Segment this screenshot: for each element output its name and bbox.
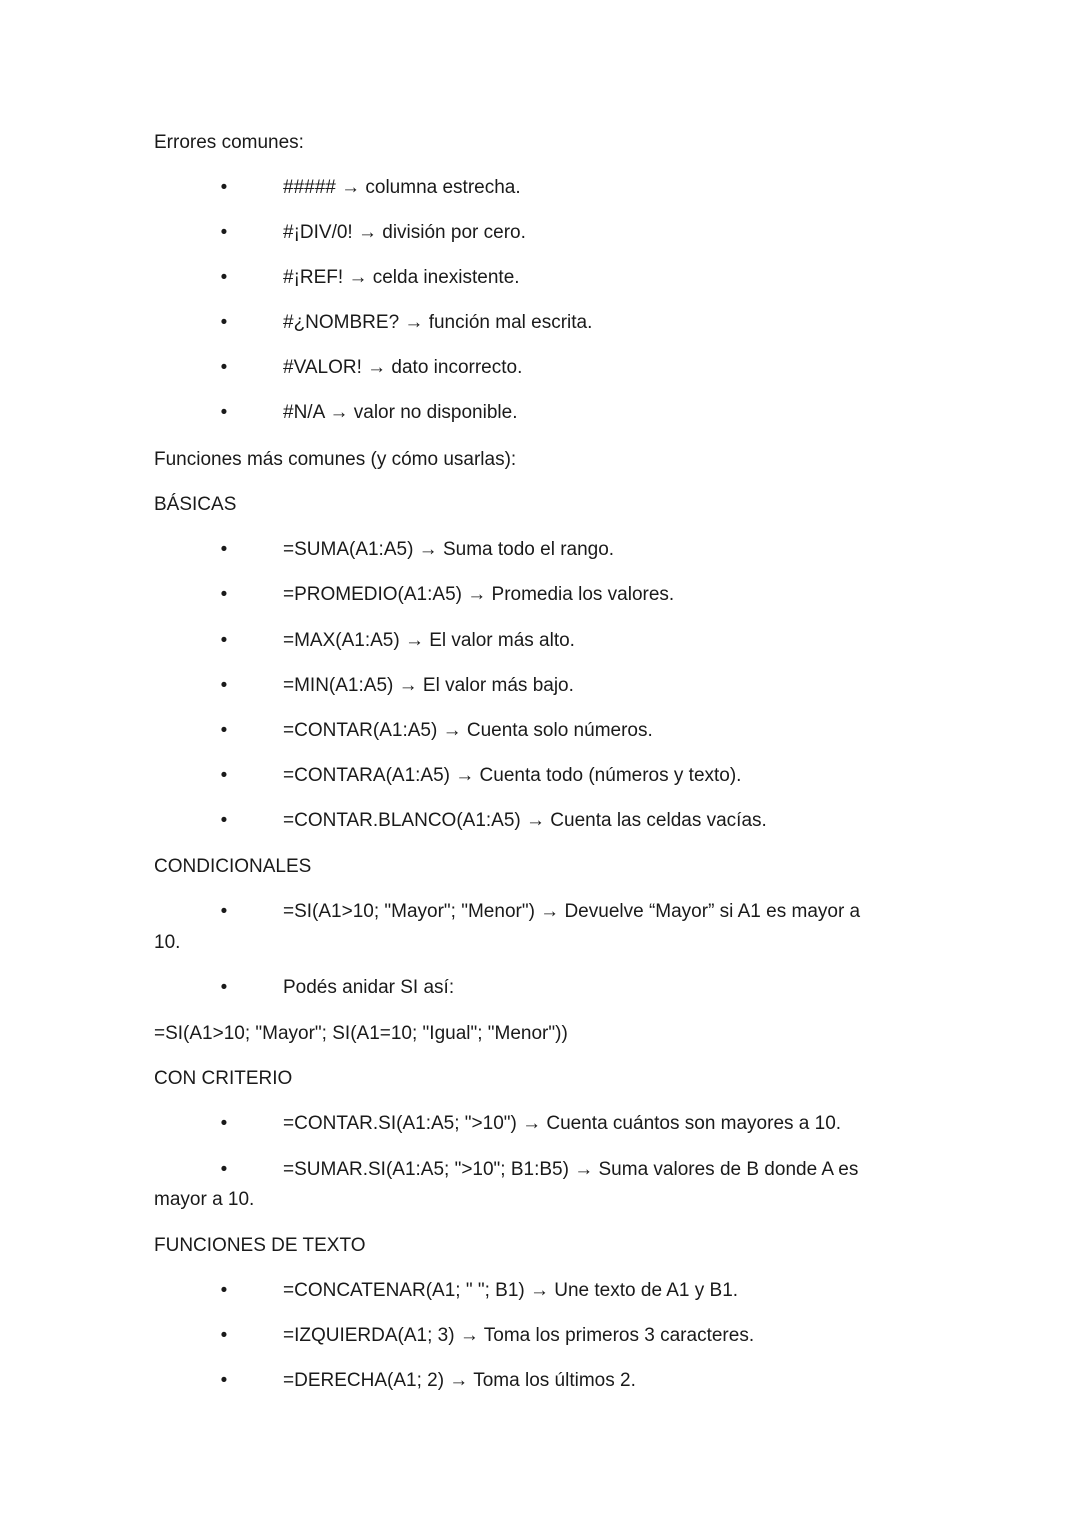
- function-item-text: =SUMA(A1:A5) → Suma todo el rango.: [283, 539, 615, 560]
- bullet-icon: •: [220, 810, 228, 831]
- function-item-text: =PROMEDIO(A1:A5) → Promedia los valores.: [283, 584, 675, 605]
- bullet-icon: •: [220, 267, 228, 288]
- bullet-icon: •: [220, 1280, 228, 1301]
- bullet-icon: •: [220, 1113, 228, 1134]
- bullet-icon: •: [220, 720, 228, 741]
- errores-heading: Errores comunes:: [154, 132, 304, 153]
- function-item-text: =MIN(A1:A5) → El valor más bajo.: [283, 675, 574, 696]
- bullet-icon: •: [220, 901, 228, 922]
- function-item-text: =CONTARA(A1:A5) → Cuenta todo (números y texto).: [283, 765, 742, 786]
- error-item-text: #VALOR! → dato incorrecto.: [283, 357, 523, 378]
- error-item-text: #N/A → valor no disponible.: [283, 402, 518, 423]
- bullet-icon: •: [220, 539, 228, 560]
- bullet-icon: •: [220, 312, 228, 333]
- function-item-text: =SI(A1>10; "Mayor"; "Menor") → Devuelve “Mayor” si A1 es mayor a: [283, 901, 861, 922]
- bullet-icon: •: [220, 177, 228, 198]
- bullet-icon: •: [220, 357, 228, 378]
- wrapped-line: mayor a 10.: [154, 1189, 255, 1210]
- nested-formula: =SI(A1>10; "Mayor"; SI(A1=10; "Igual"; "Menor")): [154, 1023, 568, 1044]
- basicas-heading: BÁSICAS: [154, 494, 237, 515]
- function-item-text: =CONTAR(A1:A5) → Cuenta solo números.: [283, 720, 653, 741]
- function-item-text: Podés anidar SI así:: [283, 977, 455, 998]
- error-item-text: #¡REF! → celda inexistente.: [283, 267, 520, 288]
- bullet-icon: •: [220, 222, 228, 243]
- con-criterio-heading: CON CRITERIO: [154, 1068, 293, 1089]
- function-item-text: =MAX(A1:A5) → El valor más alto.: [283, 630, 575, 651]
- function-item-text: =IZQUIERDA(A1; 3) → Toma los primeros 3 caracteres.: [283, 1325, 755, 1346]
- function-item-text: =CONTAR.BLANCO(A1:A5) → Cuenta las celdas vacías.: [283, 810, 767, 831]
- bullet-icon: •: [220, 675, 228, 696]
- wrapped-line: 10.: [154, 932, 181, 953]
- bullet-icon: •: [220, 765, 228, 786]
- function-item-text: =DERECHA(A1; 2) → Toma los últimos 2.: [283, 1370, 636, 1391]
- bullet-icon: •: [220, 402, 228, 423]
- bullet-icon: •: [220, 630, 228, 651]
- bullet-icon: •: [220, 1370, 228, 1391]
- bullet-icon: •: [220, 584, 228, 605]
- bullet-icon: •: [220, 977, 228, 998]
- bullet-icon: •: [220, 1159, 228, 1180]
- condicionales-heading: CONDICIONALES: [154, 856, 312, 877]
- bullet-icon: •: [220, 1325, 228, 1346]
- function-item-text: =SUMAR.SI(A1:A5; ">10"; B1:B5) → Suma valores de B donde A es: [283, 1159, 859, 1180]
- function-item-text: =CONTAR.SI(A1:A5; ">10") → Cuenta cuántos son mayores a 10.: [283, 1113, 842, 1134]
- function-item-text: =CONCATENAR(A1; " "; B1) → Une texto de A1 y B1.: [283, 1280, 739, 1301]
- error-item-text: #¿NOMBRE? → función mal escrita.: [283, 312, 593, 333]
- error-item-text: ##### → columna estrecha.: [283, 177, 521, 198]
- funciones-heading: Funciones más comunes (y cómo usarlas):: [154, 449, 517, 470]
- texto-heading: FUNCIONES DE TEXTO: [154, 1235, 366, 1256]
- error-item-text: #¡DIV/0! → división por cero.: [283, 222, 526, 243]
